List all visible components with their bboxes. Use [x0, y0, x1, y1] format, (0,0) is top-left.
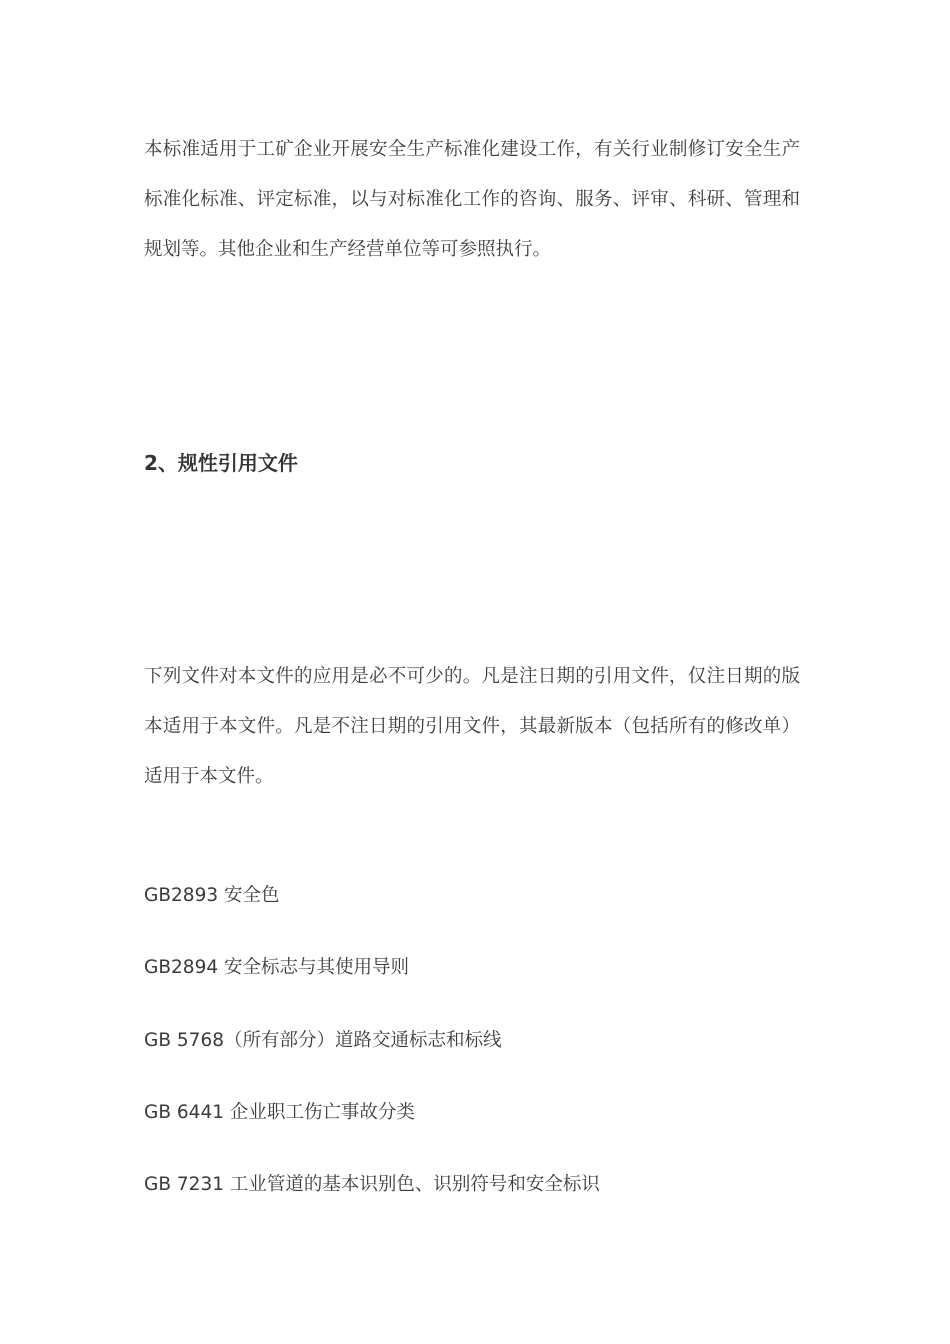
reference-item: GB 6441 企业职工伤亡事故分类	[144, 1101, 415, 1123]
reference-item: GB2893 安全色	[144, 885, 280, 906]
reference-item: GB 7231 工业管道的基本识别色、识别符号和安全标识	[144, 1174, 600, 1196]
scope-paragraph: 本标准适用于工矿企业开展安全生产标准化建设工作，有关行业制修订安全生产标准化标准、评定标准，以与对标准化工作的咨询、服务、评审、科研、管理和规划等。其他企业和生产经营单位等可参照执行。	[144, 139, 800, 260]
section-heading: 2、规性引用文件	[144, 451, 298, 475]
reference-list	[144, 880, 600, 1241]
reference-item: GB 5768（所有部分）道路交通标志和标线	[144, 1029, 502, 1051]
references-intro-paragraph: 下列文件对本文件的应用是必不可少的。凡是注日期的引用文件，仅注日期的版本适用于本文件。凡是不注日期的引用文件，其最新版本（包括所有的修改单）适用于本文件。	[144, 666, 800, 787]
reference-item: GB2894 安全标志与其使用导则	[144, 957, 409, 979]
